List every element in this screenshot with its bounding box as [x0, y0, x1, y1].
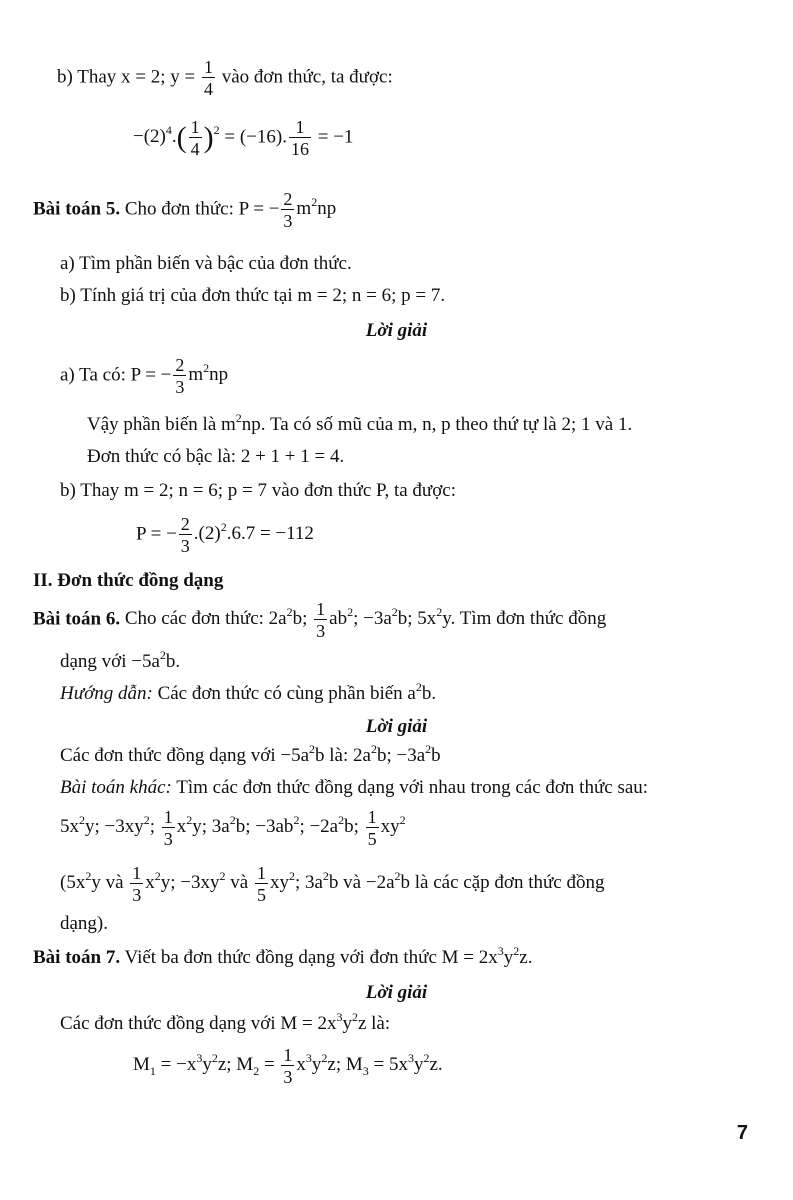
calc-5b: P = − $\frac{2}{3}$ $.(2)^2.6.7 = -112$ — [136, 514, 314, 556]
solution-5a: a) Ta có: P = − $\frac{2}{3}$ $m^2np$ — [60, 355, 229, 397]
solution-5b: b) Thay m = 2; n = 6; p = 7 vào đơn thức P, ta được: — [60, 480, 456, 501]
calc-b4: $-(2)^4$.( $\frac{1}{4}$ )$^2$ = (−16). $\frac{1}{16}$ = −1 — [133, 117, 354, 159]
problem-5: Bài toán 5. Cho đơn thức: P = − $\frac{2}{3}$ $m^2np$ — [33, 189, 337, 231]
other-problem: Bài toán khác: Tìm các đơn thức đồng dạng với nhau trong các đơn thức sau: — [60, 777, 649, 798]
solution-7: Các đơn thức đồng dạng với $M = 2x^3y^2z$ là: — [60, 1010, 391, 1034]
loi-giai-1: Lời giải — [365, 320, 428, 341]
loi-giai-2: Lời giải — [365, 716, 428, 737]
problem-6: Bài toán 6. Cho các đơn thức: $2a^2b$; $\frac{1}{3}$ $ab^2$; $-3a^2b$; $5x^2y$. Tìm đơn thức đồng — [33, 599, 607, 641]
problem-5a: a) Tìm phần biến và bậc của đơn thức. — [60, 253, 352, 274]
problem-5b: b) Tính giá trị của đơn thức tại m = 2; n = 6; p = 7. — [60, 285, 446, 306]
loi-giai-3: Lời giải — [365, 982, 428, 1003]
hint: Hướng dẫn: Các đơn thức có cùng phần biến $a^2b$. — [60, 680, 437, 704]
line-b4: b) Thay x = 2; y = $\frac{1}{4}$ vào đơn thức, ta được: — [57, 57, 393, 99]
other-problem-answer: ($5x^2y$ và $\frac{1}{3}$ $x^2y$; $-3xy^2$ và $\frac{1}{5}$ $xy^2$; $3a^2b$ và $-2a^2b$ là các cặp đơn thức đồng — [60, 863, 605, 905]
problem-6-cont: dạng với $-5a^2b$. — [60, 648, 181, 672]
solution-6: Các đơn thức đồng dạng với $-5a^2b$ là: $2a^2b$; $-3a^2b$ — [60, 742, 441, 766]
solution-5a-line2: Đơn thức có bậc là: 2 + 1 + 1 = 4. — [87, 446, 345, 467]
problem-7: Bài toán 7. Viết ba đơn thức đồng dạng với đơn thức $M = 2x^3y^2z$. — [33, 944, 533, 968]
solution-5a-line1: Vậy phần biến là $m^2np$. Ta có số mũ của m, n, p theo thứ tự là 2; 1 và 1. — [87, 411, 633, 435]
calc-7: $M_1 = -x^3y^2z$; $M_2$ = $\frac{1}{3}$ $x^3y^2z$; $M_3 = 5x^3y^2z$. — [133, 1045, 443, 1087]
page-number: 7 — [736, 1122, 748, 1144]
section-heading: II. Đơn thức đồng dạng — [33, 570, 224, 591]
other-problem-list: $5x^2y$; $-3xy^2$; $\frac{1}{3}$ $x^2y$; $3a^2b$; $-3ab^2$; $-2a^2b$; $\frac{1}{5}$ $xy^2$ — [60, 807, 406, 849]
other-problem-answer-cont: dạng). — [60, 913, 109, 934]
